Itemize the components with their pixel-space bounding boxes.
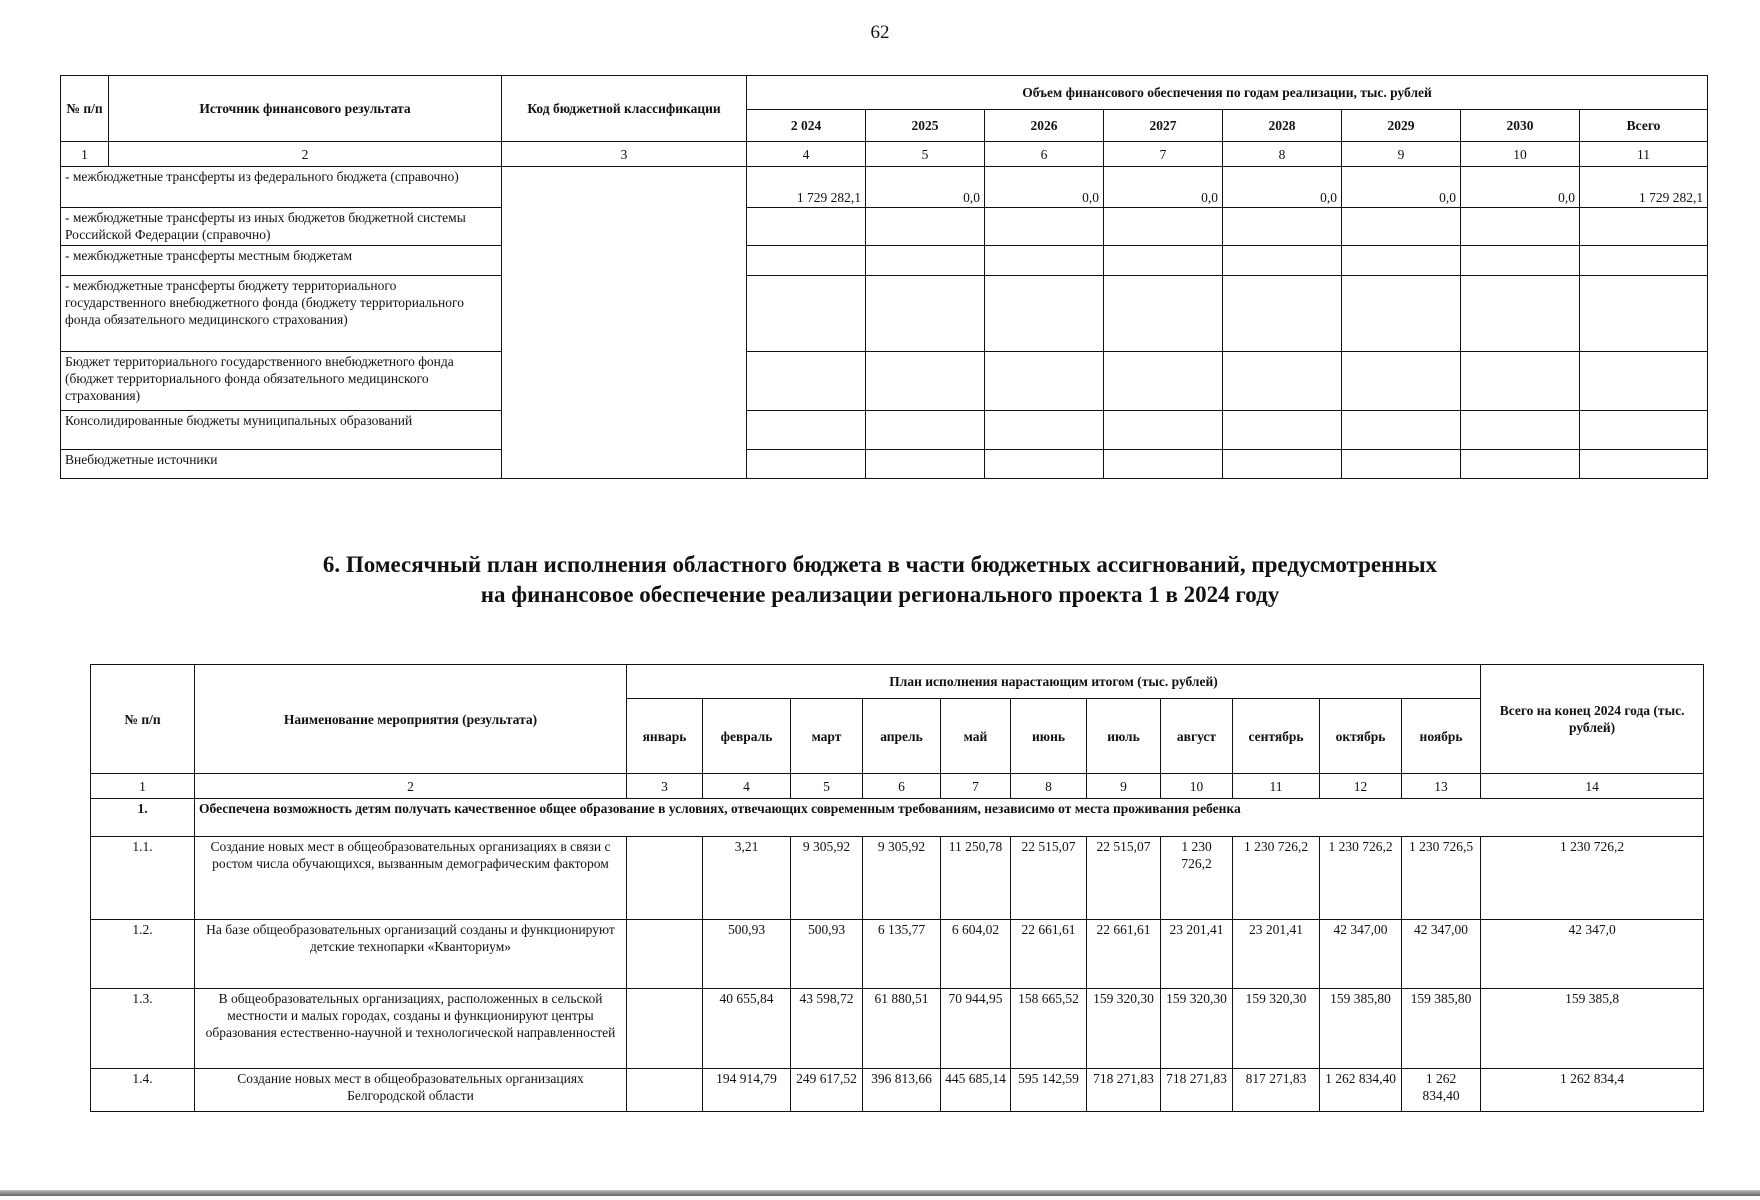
month-value: 22 515,07 [1011, 837, 1087, 920]
col-name-header: Наименование мероприятия (результата) [195, 665, 627, 774]
table-row [61, 411, 1708, 450]
col-number: 4 [747, 142, 866, 167]
month-header: июнь [1011, 699, 1087, 774]
section-text: Обеспечена возможность детям получать качественное общее образование в условиях, отвечающих современным требованиям, независимо от места проживания ребенка [195, 799, 1704, 837]
month-value: 22 515,07 [1087, 837, 1161, 920]
financing-table [60, 75, 1708, 479]
month-header: март [791, 699, 863, 774]
month-value: 194 914,79 [703, 1069, 791, 1112]
col-number: 6 [985, 142, 1104, 167]
month-value: 817 271,83 [1233, 1069, 1320, 1112]
month-value [627, 920, 703, 989]
month-value [627, 989, 703, 1069]
col-number: 3 [502, 142, 747, 167]
month-value: 159 320,30 [1087, 989, 1161, 1069]
table-row [61, 352, 1708, 411]
table-row [61, 246, 1708, 276]
month-value: 1 230 726,2 [1233, 837, 1320, 920]
month-value: 11 250,78 [941, 837, 1011, 920]
col-code-header: Код бюджетной классификации [502, 76, 747, 142]
month-header: ноябрь [1402, 699, 1481, 774]
section-num: 1. [91, 799, 195, 837]
table-row [61, 208, 1708, 246]
month-value: 6 604,02 [941, 920, 1011, 989]
section-title-line2: на финансовое обеспечение реализации регионального проекта 1 в 2024 году [480, 582, 1280, 607]
month-value: 42 347,00 [1402, 920, 1481, 989]
col-number: 7 [1104, 142, 1223, 167]
code-cell [502, 167, 747, 479]
month-value: 1 262 834,40 [1402, 1069, 1481, 1112]
col-total-header: Всего на конец 2024 года (тыс. рублей) [1481, 665, 1704, 774]
row-name: В общеобразовательных организациях, расположенных в сельской местности и малых городах, созданы и функционируют центры образования естественно-научной и технологической направленностей [195, 989, 627, 1069]
month-header: сентябрь [1233, 699, 1320, 774]
month-value: 1 230 726,2 [1161, 837, 1233, 920]
col-number: 12 [1320, 774, 1402, 799]
value-cell: 0,0 [1223, 167, 1342, 208]
col-source-header: Источник финансового результата [109, 76, 502, 142]
month-value: 1 230 726,2 [1320, 837, 1402, 920]
month-header: апрель [863, 699, 941, 774]
row-label: - межбюджетные трансферты местным бюджетам [61, 246, 502, 276]
col-number: 1 [61, 142, 109, 167]
col-num-header: № п/п [91, 665, 195, 774]
col-number: 2 [109, 142, 502, 167]
month-value: 1 262 834,40 [1320, 1069, 1402, 1112]
row-num: 1.4. [91, 1069, 195, 1112]
month-value: 22 661,61 [1011, 920, 1087, 989]
col-number: 5 [866, 142, 985, 167]
row-num: 1.2. [91, 920, 195, 989]
month-value: 1 230 726,5 [1402, 837, 1481, 920]
page-number: 62 [870, 22, 890, 43]
table-row [91, 837, 1704, 920]
value-cell: 1 729 282,1 [747, 167, 866, 208]
table-row [61, 167, 1708, 208]
row-label: Внебюджетные источники [61, 450, 502, 479]
month-value: 70 944,95 [941, 989, 1011, 1069]
year-header: 2030 [1461, 110, 1580, 142]
col-number: 9 [1342, 142, 1461, 167]
month-value [627, 837, 703, 920]
month-value: 61 880,51 [863, 989, 941, 1069]
section-title-line1: 6. Помесячный план исполнения областного бюджета в части бюджетных ассигнований, предусмотренных [322, 552, 1438, 577]
col-number: 9 [1087, 774, 1161, 799]
col-number: 2 [195, 774, 627, 799]
row-label: - межбюджетные трансферты из федерального бюджета (справочно) [61, 167, 502, 208]
monthly-plan-table [90, 664, 1704, 1112]
col-number: 5 [791, 774, 863, 799]
month-value: 500,93 [791, 920, 863, 989]
month-value: 6 135,77 [863, 920, 941, 989]
month-value: 159 385,80 [1320, 989, 1402, 1069]
col-number: 7 [941, 774, 1011, 799]
year-header: 2027 [1104, 110, 1223, 142]
value-cell: 0,0 [1342, 167, 1461, 208]
month-value: 500,93 [703, 920, 791, 989]
row-name: Создание новых мест в общеобразовательных организациях в связи с ростом числа обучающихся, вызванным демографическим фактором [195, 837, 627, 920]
month-value: 396 813,66 [863, 1069, 941, 1112]
col-number: 10 [1161, 774, 1233, 799]
month-value: 23 201,41 [1161, 920, 1233, 989]
month-value: 22 661,61 [1087, 920, 1161, 989]
col-num-header: № п/п [61, 76, 109, 142]
row-total: 1 230 726,2 [1481, 837, 1704, 920]
table-row [61, 450, 1708, 479]
month-header: февраль [703, 699, 791, 774]
month-header: май [941, 699, 1011, 774]
month-value [627, 1069, 703, 1112]
col-number: 4 [703, 774, 791, 799]
col-plan-header: План исполнения нарастающим итогом (тыс. рублей) [627, 665, 1481, 699]
value-cell: 0,0 [1104, 167, 1223, 208]
col-number: 6 [863, 774, 941, 799]
month-value: 159 320,30 [1233, 989, 1320, 1069]
col-number: 10 [1461, 142, 1580, 167]
month-value: 43 598,72 [791, 989, 863, 1069]
table-row [91, 989, 1704, 1069]
month-header: октябрь [1320, 699, 1402, 774]
month-value: 9 305,92 [791, 837, 863, 920]
year-header: 2 024 [747, 110, 866, 142]
row-label: - межбюджетные трансферты бюджету территориального государственного внебюджетного фонда (бюджету территориального фонда обязательного медицинского страхования) [61, 276, 502, 352]
month-value: 249 617,52 [791, 1069, 863, 1112]
col-number: 13 [1402, 774, 1481, 799]
col-volume-header: Объем финансового обеспечения по годам реализации, тыс. рублей [747, 76, 1708, 110]
col-number: 8 [1223, 142, 1342, 167]
row-total: 1 262 834,4 [1481, 1069, 1704, 1112]
row-label: - межбюджетные трансферты из иных бюджетов бюджетной системы Российской Федерации (справочно) [61, 208, 502, 246]
month-header: август [1161, 699, 1233, 774]
month-value: 159 320,30 [1161, 989, 1233, 1069]
col-number: 3 [627, 774, 703, 799]
year-header: 2028 [1223, 110, 1342, 142]
row-label: Консолидированные бюджеты муниципальных образований [61, 411, 502, 450]
month-value: 9 305,92 [863, 837, 941, 920]
row-name: Создание новых мест в общеобразовательных организациях Белгородской области [195, 1069, 627, 1112]
row-label: Бюджет территориального государственного внебюджетного фонда (бюджет территориального фонда обязательного медицинского страхования) [61, 352, 502, 411]
value-cell: 0,0 [866, 167, 985, 208]
section-row [91, 799, 1704, 837]
col-number: 8 [1011, 774, 1087, 799]
table-row [91, 1069, 1704, 1112]
year-header: 2025 [866, 110, 985, 142]
month-value: 595 142,59 [1011, 1069, 1087, 1112]
month-value: 42 347,00 [1320, 920, 1402, 989]
value-cell: 1 729 282,1 [1580, 167, 1708, 208]
scan-edge [0, 1190, 1760, 1196]
col-number: 1 [91, 774, 195, 799]
row-num: 1.1. [91, 837, 195, 920]
table-row [61, 276, 1708, 352]
table-row [91, 920, 1704, 989]
year-header: Всего [1580, 110, 1708, 142]
month-value: 40 655,84 [703, 989, 791, 1069]
year-header: 2026 [985, 110, 1104, 142]
col-number: 14 [1481, 774, 1704, 799]
col-number: 11 [1580, 142, 1708, 167]
month-value: 445 685,14 [941, 1069, 1011, 1112]
month-value: 3,21 [703, 837, 791, 920]
month-value: 718 271,83 [1087, 1069, 1161, 1112]
value-cell: 0,0 [1461, 167, 1580, 208]
month-value: 159 385,80 [1402, 989, 1481, 1069]
row-total: 42 347,0 [1481, 920, 1704, 989]
month-value: 718 271,83 [1161, 1069, 1233, 1112]
section-title [0, 550, 1760, 610]
month-header: июль [1087, 699, 1161, 774]
row-name: На базе общеобразовательных организаций созданы и функционируют детские технопарки «Кванториум» [195, 920, 627, 989]
month-header: январь [627, 699, 703, 774]
month-value: 23 201,41 [1233, 920, 1320, 989]
value-cell: 0,0 [985, 167, 1104, 208]
year-header: 2029 [1342, 110, 1461, 142]
month-value: 158 665,52 [1011, 989, 1087, 1069]
row-total: 159 385,8 [1481, 989, 1704, 1069]
col-number: 11 [1233, 774, 1320, 799]
row-num: 1.3. [91, 989, 195, 1069]
